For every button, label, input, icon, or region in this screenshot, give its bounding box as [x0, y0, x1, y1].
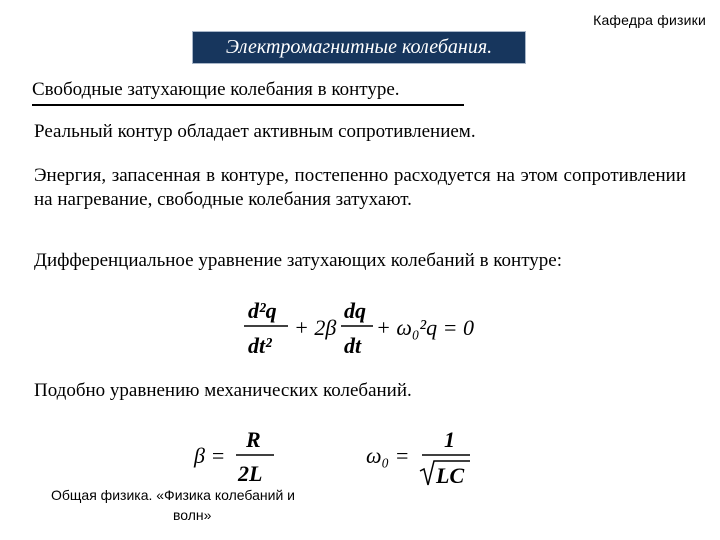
department-label: Кафедра физики	[593, 12, 706, 28]
eq-dt2: dt²	[248, 333, 272, 358]
damped-oscillation-equation	[240, 295, 480, 361]
eq-d2q: d²q	[248, 298, 277, 323]
omega-formula	[362, 425, 482, 489]
eq-omega-term: + ω₀²q = 0	[376, 315, 474, 340]
source-line-1: Общая физика. «Физика колебаний и	[51, 487, 295, 503]
omega-denominator: LC	[436, 463, 465, 488]
eq-dq: dq	[344, 298, 366, 323]
differential-equation-intro: Дифференциальное уравнение затухающих колебаний в контуре:	[34, 250, 562, 271]
eq-dt: dt	[344, 333, 362, 358]
active-resistance-statement: Реальный контур обладает активным сопротивлением.	[34, 121, 476, 142]
beta-denominator: 2L	[238, 461, 263, 486]
eq-plus-two-beta: + 2β	[294, 315, 337, 340]
section-subheading: Свободные затухающие колебания в контуре.	[32, 79, 464, 106]
omega-numerator: 1	[444, 427, 455, 452]
beta-formula	[190, 425, 290, 487]
mechanical-analogy-line: Подобно уравнению механических колебаний.	[34, 380, 412, 401]
source-line-2: волн»	[173, 507, 212, 523]
omega-lhs: ω₀ =	[366, 443, 410, 468]
beta-numerator: R	[246, 427, 261, 452]
slide-title-text: Электромагнитные колебания.	[225, 36, 493, 58]
source-citation	[51, 485, 351, 525]
energy-dissipation-paragraph: Энергия, запасенная в контуре, постепенно расходуется на этом сопротивлении на нагревание, свободные колебания затухают.	[34, 165, 686, 210]
beta-lhs: β =	[194, 443, 226, 468]
slide-title	[192, 31, 526, 64]
